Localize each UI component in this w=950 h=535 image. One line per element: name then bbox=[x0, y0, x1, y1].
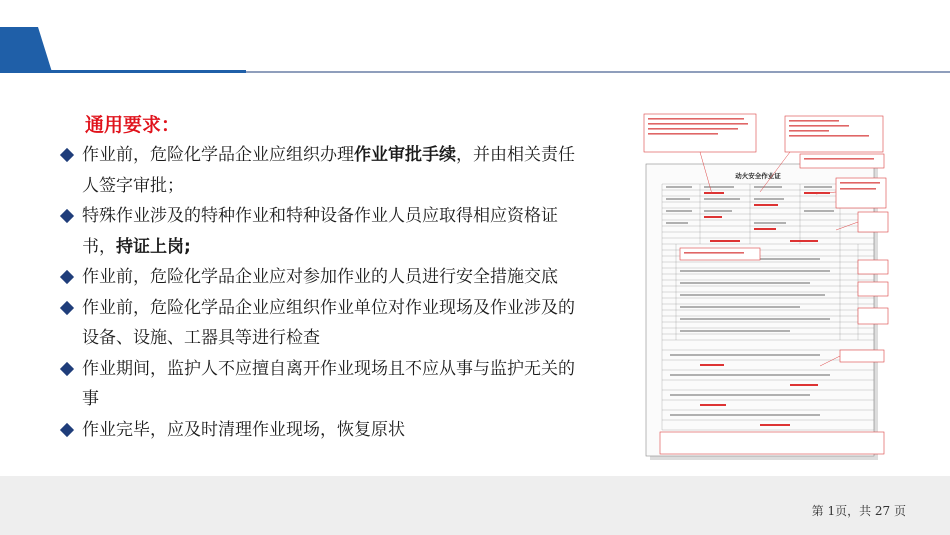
work-permit-form bbox=[640, 112, 890, 464]
section-title: 通用要求： bbox=[85, 114, 181, 136]
list-item: 作业完毕，应及时清理作业现场，恢复原状 bbox=[60, 415, 590, 446]
header-accent-line bbox=[0, 70, 246, 73]
list-item: 特殊作业涉及的特种作业和特种设备作业人员应取得相应资格证书，持证上岗; bbox=[60, 201, 590, 262]
page-number: 第 1页，共 27 页 bbox=[811, 504, 906, 518]
diamond-bullet-icon bbox=[60, 361, 74, 375]
diamond-bullet-icon bbox=[60, 209, 74, 223]
diamond-bullet-icon bbox=[60, 422, 74, 436]
list-item: 作业前，危险化学品企业应组织作业单位对作业现场及作业涉及的设备、设施、工器具等进行检查 bbox=[60, 293, 590, 354]
list-item: 作业前，危险化学品企业应对参加作业的人员进行安全措施交底 bbox=[60, 262, 590, 293]
requirements-list bbox=[60, 140, 590, 445]
header-graphic bbox=[0, 0, 950, 75]
form-title: 动火安全作业证 bbox=[735, 172, 781, 180]
diamond-bullet-icon bbox=[60, 300, 74, 314]
header-bar bbox=[0, 0, 950, 75]
list-item: 作业期间，监护人不应擅自离开作业现场且不应从事与监护无关的事 bbox=[60, 354, 590, 415]
footer-bar bbox=[0, 476, 950, 535]
work-permit-document-image bbox=[640, 112, 890, 464]
diamond-bullet-icon bbox=[60, 270, 74, 284]
diamond-bullet-icon bbox=[60, 148, 74, 162]
list-item: 作业前，危险化学品企业应组织办理作业审批手续，并由相关责任人签字审批； bbox=[60, 140, 590, 201]
